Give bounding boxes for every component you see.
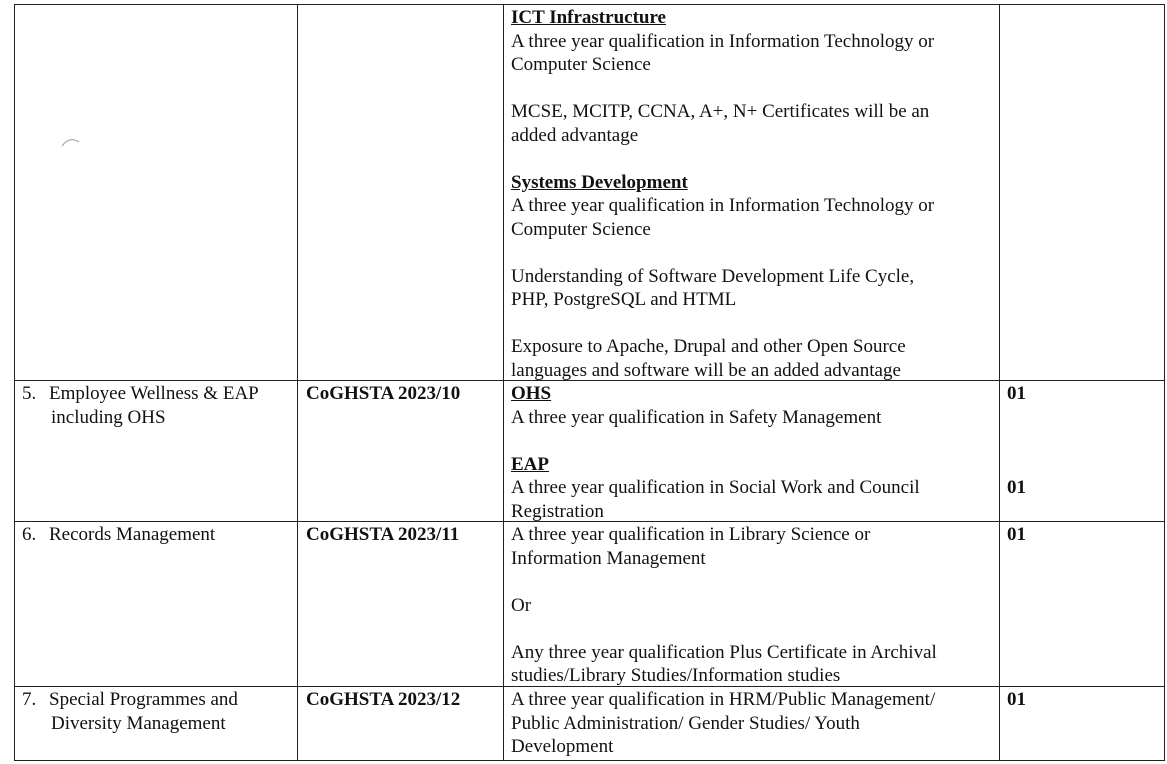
table-border-bottom (14, 760, 1165, 761)
post-cell-employee-wellness (22, 382, 259, 429)
table-border-right (1164, 4, 1165, 761)
qualification-line: Computer Science (511, 54, 651, 75)
column-divider-2 (503, 4, 504, 761)
qualification-line: Any three year qualification Plus Certificate in Archival (511, 641, 937, 663)
table-border-top (14, 4, 1165, 5)
qualification-line: Exposure to Apache, Drupal and other Open Source (511, 336, 906, 357)
posts-count-ohs: 01 (1007, 383, 1026, 404)
row-number: 6. (22, 524, 37, 545)
qualification-line: Information Management (511, 547, 706, 569)
qualification-line: MCSE, MCITP, CCNA, A+, N+ Certificates will be an (511, 101, 930, 122)
posts-count-eap: 01 (1007, 477, 1026, 498)
column-divider-3 (999, 4, 1000, 761)
qualification-line: added advantage (511, 124, 639, 146)
qualification-line: Registration (511, 500, 604, 522)
qualification-line: Development (511, 736, 614, 757)
section-heading-eap: EAP (511, 453, 549, 475)
post-title-line: Records Management (49, 524, 216, 545)
posts-count: 01 (1007, 524, 1026, 545)
row-number: 7. (22, 689, 37, 710)
qualification-line: PHP, PostgreSQL and HTML (511, 289, 737, 310)
section-heading-ohs: OHS (511, 383, 552, 404)
qualification-cell-records-management (511, 523, 937, 688)
reference-number: CoGHSTA 2023/12 (306, 689, 461, 710)
qualification-cell-employee-wellness (511, 382, 920, 523)
section-heading-systems-development: Systems Development (511, 171, 688, 193)
post-cell-records-management (22, 523, 215, 547)
qualification-line: A three year qualification in Information Technology or (511, 30, 935, 52)
post-title-line: Diversity Management (51, 712, 226, 734)
reference-number: CoGHSTA 2023/11 (306, 524, 460, 545)
post-title-line: Employee Wellness & EAP (49, 383, 259, 404)
post-title-line: Special Programmes and (49, 689, 238, 710)
qualification-line: Understanding of Software Development Life Cycle, (511, 265, 915, 287)
reference-number: CoGHSTA 2023/10 (306, 383, 461, 404)
qualification-line: A three year qualification in Information Technology or (511, 195, 935, 216)
scan-mark-icon (61, 134, 81, 148)
qualification-line: Public Administration/ Gender Studies/ Youth (511, 712, 860, 734)
qualification-line: A three year qualification in Safety Management (511, 406, 882, 428)
post-cell-special-programmes (22, 688, 238, 735)
table-border-left (14, 4, 15, 761)
qualification-cell-special-programmes (511, 688, 935, 759)
post-title-line: including OHS (51, 406, 166, 428)
column-divider-1 (297, 4, 298, 761)
posts-count: 01 (1007, 689, 1026, 710)
row-number: 5. (22, 383, 37, 404)
qualification-line: A three year qualification in HRM/Public Management/ (511, 689, 936, 710)
qualification-line: Computer Science (511, 218, 651, 240)
qualification-line: studies/Library Studies/Information studies (511, 665, 841, 686)
qualification-line: languages and software will be an added advantage (511, 359, 901, 381)
qualification-cell-ict (511, 6, 934, 382)
qualification-line: A three year qualification in Social Work and Council (511, 477, 920, 498)
qualification-line: A three year qualification in Library Science or (511, 524, 871, 545)
section-heading-ict-infrastructure: ICT Infrastructure (511, 7, 666, 28)
qualification-line: Or (511, 594, 532, 616)
